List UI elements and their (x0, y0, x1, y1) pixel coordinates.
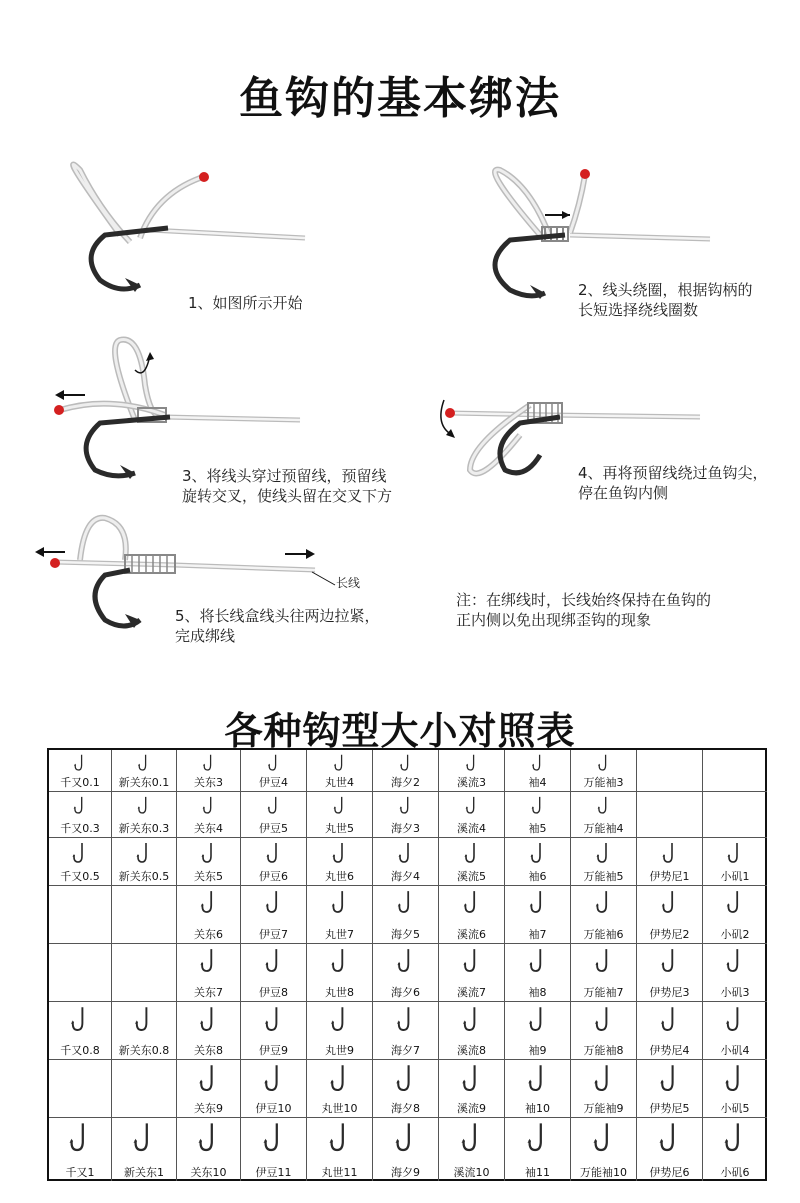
hook-size-label: 海夕3 (391, 822, 420, 835)
hook-size-label: 万能袖3 (583, 776, 624, 789)
fish-hook-icon (395, 1064, 416, 1093)
table-cell (703, 1118, 767, 1181)
hook-line-diagram (50, 335, 350, 485)
hook-size-label: 溪流10 (453, 1166, 490, 1179)
table-cell (112, 838, 177, 886)
fish-hook-icon (134, 1006, 153, 1032)
fish-hook-icon (594, 948, 612, 973)
hook-size-label: 千又0.1 (60, 776, 100, 789)
table-cell (373, 750, 439, 792)
fish-hook-icon (396, 948, 414, 973)
hook-size-label: 新关东1 (124, 1166, 164, 1179)
table-cell (241, 792, 307, 838)
fish-hook-icon (70, 1006, 89, 1032)
table-cell (112, 792, 177, 838)
hook-size-label: 袖11 (525, 1166, 550, 1179)
table-cell (505, 838, 571, 886)
hook-size-label: 溪流5 (457, 870, 486, 883)
table-cell (49, 792, 112, 838)
hook-size-label: 丸世11 (321, 1166, 358, 1179)
hook-size-label: 千又0.8 (60, 1044, 100, 1057)
hook-size-label: 伊势尼3 (649, 986, 690, 999)
hook-size-label: 伊豆10 (255, 1102, 292, 1115)
table-cell (637, 886, 703, 944)
table-cell (703, 886, 767, 944)
hook-size-label: 新关东0.3 (118, 822, 170, 835)
fish-hook-icon (596, 842, 612, 864)
hook-size-label: 关东6 (194, 928, 223, 941)
table-cell (177, 1118, 241, 1181)
hook-size-label: 溪流4 (457, 822, 486, 835)
table-cell (505, 1060, 571, 1118)
fish-hook-icon (595, 890, 613, 914)
fish-hook-icon (199, 948, 217, 973)
fish-hook-icon (529, 890, 547, 914)
table-cell (49, 1060, 112, 1118)
hook-line-diagram (60, 160, 320, 300)
table-cell (49, 944, 112, 1002)
hook-size-label: 小矶6 (720, 1166, 750, 1179)
fish-hook-icon (725, 1006, 744, 1032)
step-2-caption: 2、线头绕圈，根据钩柄的 长短选择绕线圈数 (578, 281, 753, 319)
step-1-illustration (60, 160, 320, 300)
fish-hook-icon (394, 1122, 416, 1153)
fish-hook-icon (726, 890, 744, 914)
fish-hook-icon (662, 842, 678, 864)
hook-size-label: 伊势尼6 (649, 1166, 690, 1179)
fish-hook-icon (263, 1064, 284, 1093)
fish-hook-icon (658, 1122, 680, 1153)
fish-hook-icon (330, 948, 348, 973)
table-cell (177, 1060, 241, 1118)
table-cell (637, 750, 703, 792)
fish-hook-icon (266, 842, 282, 864)
table-cell (49, 1118, 112, 1181)
fish-hook-icon (202, 754, 215, 772)
table-cell (373, 792, 439, 838)
hook-size-label: 丸世10 (321, 1102, 358, 1115)
fish-hook-icon (133, 1122, 155, 1153)
hook-size-label: 关东7 (194, 986, 223, 999)
fish-hook-icon (462, 948, 480, 973)
hook-size-label: 袖5 (528, 822, 547, 835)
table-cell (505, 1118, 571, 1181)
table-cell (637, 792, 703, 838)
fish-hook-icon (464, 842, 480, 864)
fish-hook-icon (265, 890, 283, 914)
hook-size-label: 关东5 (194, 870, 223, 883)
fish-hook-icon (460, 1122, 482, 1153)
table-cell (373, 1118, 439, 1181)
table-cell (241, 1118, 307, 1181)
table-cell (637, 1118, 703, 1181)
table-cell (571, 750, 637, 792)
table-cell (307, 944, 373, 1002)
table-cell (571, 886, 637, 944)
table-cell (177, 886, 241, 944)
table-cell (373, 838, 439, 886)
fish-hook-icon (329, 1064, 350, 1093)
fish-hook-icon (397, 890, 415, 914)
hook-size-label: 千又0.3 (60, 822, 100, 835)
table-cell (439, 792, 505, 838)
table-cell (241, 944, 307, 1002)
hook-size-label: 海夕6 (391, 986, 420, 999)
table-cell (241, 750, 307, 792)
hook-size-label: 关东9 (194, 1102, 223, 1115)
hook-size-label: 万能袖8 (583, 1044, 624, 1057)
step-5-caption: 5、将长线盒线头往两边拉紧， 完成绑线 (175, 607, 380, 645)
table-cell (241, 1002, 307, 1060)
hook-size-label: 溪流6 (457, 928, 486, 941)
hook-size-label: 关东3 (194, 776, 223, 789)
table-cell (112, 944, 177, 1002)
table-cell (703, 1002, 767, 1060)
table-cell (703, 838, 767, 886)
fish-hook-icon (69, 1122, 91, 1153)
page-title: 鱼钩的基本绑法 (239, 73, 561, 124)
hook-size-label: 小矶3 (720, 986, 750, 999)
table-cell (177, 750, 241, 792)
table-cell (177, 1002, 241, 1060)
fish-hook-icon (592, 1122, 614, 1153)
fish-hook-icon (530, 842, 546, 864)
table-cell (112, 1060, 177, 1118)
table-cell (307, 1002, 373, 1060)
fish-hook-icon (660, 948, 678, 973)
table-cell (637, 1002, 703, 1060)
table-cell (439, 944, 505, 1002)
hook-size-label: 伊豆8 (259, 986, 288, 999)
fish-hook-icon (198, 1064, 219, 1093)
table-cell (505, 750, 571, 792)
table-cell (505, 886, 571, 944)
fish-hook-icon (267, 796, 281, 815)
fish-hook-icon (594, 1006, 613, 1032)
fish-hook-icon (726, 948, 744, 973)
table-cell (307, 1060, 373, 1118)
hook-size-label: 关东8 (194, 1044, 223, 1057)
table-cell (49, 838, 112, 886)
table-cell (571, 944, 637, 1002)
hook-size-label: 伊势尼2 (649, 928, 690, 941)
fish-hook-icon (74, 754, 87, 772)
hook-size-label: 伊豆6 (259, 870, 288, 883)
table-cell (439, 1060, 505, 1118)
table-cell (177, 792, 241, 838)
table-cell (307, 838, 373, 886)
fish-hook-icon (597, 754, 610, 772)
fish-hook-icon (396, 1006, 415, 1032)
fish-hook-icon (328, 1122, 350, 1153)
hook-size-label: 新关东0.8 (118, 1044, 170, 1057)
fish-hook-icon (399, 754, 412, 772)
table-cell (112, 886, 177, 944)
fish-hook-icon (526, 1122, 548, 1153)
hook-size-label: 丸世4 (325, 776, 354, 789)
table-cell (439, 886, 505, 944)
fish-hook-icon (199, 1006, 218, 1032)
fish-hook-icon (200, 890, 218, 914)
table-cell (571, 1060, 637, 1118)
hook-size-label: 丸世5 (325, 822, 354, 835)
hook-size-label: 丸世6 (325, 870, 354, 883)
hook-size-label: 关东10 (190, 1166, 227, 1179)
fish-hook-icon (528, 948, 546, 973)
fish-hook-icon (593, 1064, 614, 1093)
table-cell (177, 838, 241, 886)
table-cell (439, 1118, 505, 1181)
table-cell (49, 886, 112, 944)
table-cell (112, 750, 177, 792)
fish-hook-icon (463, 890, 481, 914)
hook-size-label: 伊势尼1 (649, 870, 690, 883)
fish-hook-icon (267, 754, 280, 772)
hook-size-label: 万能袖5 (583, 870, 624, 883)
fish-hook-icon (661, 890, 679, 914)
hook-size-label: 伊豆7 (259, 928, 288, 941)
hook-size-label: 伊豆9 (259, 1044, 288, 1057)
fish-hook-icon (330, 1006, 349, 1032)
fish-hook-icon (201, 842, 217, 864)
table-cell (571, 1118, 637, 1181)
table-cell (307, 750, 373, 792)
fish-hook-icon (262, 1122, 284, 1153)
fish-hook-icon (138, 754, 151, 772)
hook-size-label: 溪流8 (457, 1044, 486, 1057)
hook-size-label: 伊势尼4 (649, 1044, 690, 1057)
fish-hook-icon (73, 796, 87, 815)
hook-size-label: 袖9 (528, 1044, 547, 1057)
hook-size-label: 袖4 (528, 776, 547, 789)
table-cell (439, 838, 505, 886)
hook-size-label: 小矶1 (720, 870, 750, 883)
hook-size-label: 海夕4 (391, 870, 420, 883)
table-cell (177, 944, 241, 1002)
table-title: 各种钩型大小对照表 (224, 709, 576, 753)
table-cell (373, 886, 439, 944)
table-cell (49, 1002, 112, 1060)
hook-size-label: 海夕9 (391, 1166, 420, 1179)
hook-size-label: 伊豆5 (259, 822, 288, 835)
hook-size-label: 溪流9 (457, 1102, 486, 1115)
hook-size-label: 万能袖4 (583, 822, 624, 835)
fish-hook-icon (197, 1122, 219, 1153)
hook-size-label: 伊豆4 (259, 776, 288, 789)
hook-size-label: 小矶2 (720, 928, 750, 941)
table-cell (703, 792, 767, 838)
hook-size-label: 新关东0.5 (118, 870, 170, 883)
table-cell (241, 838, 307, 886)
hook-size-label: 伊势尼5 (649, 1102, 690, 1115)
step-1-caption: 1、如图所示开始 (188, 294, 303, 312)
hook-size-label: 万能袖10 (580, 1166, 627, 1179)
fish-hook-icon (528, 1006, 547, 1032)
fish-hook-icon (331, 890, 349, 914)
hook-size-label: 伊豆11 (255, 1166, 292, 1179)
table-cell (373, 944, 439, 1002)
step-4-caption: 4、再将预留线绕过鱼钩尖， 停在鱼钩内侧 (578, 464, 768, 502)
long-line-label: 长线 (336, 576, 361, 590)
hook-size-label: 万能袖6 (583, 928, 624, 941)
table-cell (505, 1002, 571, 1060)
hook-size-label: 千又0.5 (60, 870, 100, 883)
hook-size-label: 溪流3 (457, 776, 486, 789)
hook-size-label: 海夕2 (391, 776, 420, 789)
table-cell (241, 1060, 307, 1118)
fish-hook-icon (264, 948, 282, 973)
table-cell (373, 1060, 439, 1118)
fish-hook-icon (660, 1006, 679, 1032)
hook-size-label: 溪流7 (457, 986, 486, 999)
fish-hook-icon (202, 796, 216, 815)
fish-hook-icon (725, 1064, 746, 1093)
hook-size-label: 袖7 (528, 928, 547, 941)
fish-hook-icon (465, 796, 479, 815)
table-cell (703, 944, 767, 1002)
hook-size-label: 丸世8 (325, 986, 354, 999)
fish-hook-icon (465, 754, 478, 772)
fish-hook-icon (597, 796, 611, 815)
fish-hook-icon (727, 842, 743, 864)
table-cell (112, 1002, 177, 1060)
fish-hook-icon (531, 754, 544, 772)
fish-hook-icon (724, 1122, 746, 1153)
hook-size-label: 丸世7 (325, 928, 354, 941)
hook-size-label: 海夕8 (391, 1102, 420, 1115)
table-cell (571, 838, 637, 886)
hook-size-label: 海夕5 (391, 928, 420, 941)
table-cell (571, 792, 637, 838)
hook-size-label: 小矶4 (720, 1044, 750, 1057)
hook-size-label: 千又1 (65, 1166, 95, 1179)
table-cell (373, 1002, 439, 1060)
table-cell (307, 1118, 373, 1181)
hook-size-label: 新关东0.1 (118, 776, 170, 789)
table-cell (439, 750, 505, 792)
fish-hook-icon (72, 842, 88, 864)
fish-hook-icon (333, 754, 346, 772)
table-cell (49, 750, 112, 792)
hook-size-label: 袖6 (528, 870, 547, 883)
fish-hook-icon (462, 1006, 481, 1032)
table-cell (505, 792, 571, 838)
step-3-caption: 3、将线头穿过预留线，预留线 旋转交叉，使线头留在交叉下方 (182, 467, 393, 505)
hook-size-label: 万能袖7 (583, 986, 624, 999)
table-cell (505, 944, 571, 1002)
fish-hook-icon (333, 796, 347, 815)
table-cell (703, 1060, 767, 1118)
table-cell (637, 944, 703, 1002)
tying-note: 注：在绑线时，长线始终保持在鱼钩的 正内侧以免出现绑歪钩的现象 (456, 591, 712, 629)
fish-hook-icon (332, 842, 348, 864)
table-cell (307, 792, 373, 838)
fish-hook-icon (531, 796, 545, 815)
fish-hook-icon (399, 796, 413, 815)
table-cell (112, 1118, 177, 1181)
table-cell (307, 886, 373, 944)
fish-hook-icon (137, 796, 151, 815)
hook-size-label: 袖8 (528, 986, 547, 999)
fish-hook-icon (398, 842, 414, 864)
fish-hook-icon (264, 1006, 283, 1032)
hook-size-label: 小矶5 (720, 1102, 750, 1115)
table-cell (637, 838, 703, 886)
fish-hook-icon (136, 842, 152, 864)
table-cell (241, 886, 307, 944)
hook-size-label: 海夕7 (391, 1044, 420, 1057)
hook-size-label: 关东4 (194, 822, 223, 835)
hook-size-table (47, 748, 767, 1181)
table-cell (703, 750, 767, 792)
fish-hook-icon (659, 1064, 680, 1093)
step-3-illustration (50, 335, 350, 485)
table-cell (439, 1002, 505, 1060)
hook-size-label: 万能袖9 (583, 1102, 624, 1115)
table-cell (571, 1002, 637, 1060)
hook-size-label: 丸世9 (325, 1044, 354, 1057)
table-cell (637, 1060, 703, 1118)
hook-size-label: 袖10 (525, 1102, 550, 1115)
fish-hook-icon (527, 1064, 548, 1093)
fish-hook-icon (461, 1064, 482, 1093)
